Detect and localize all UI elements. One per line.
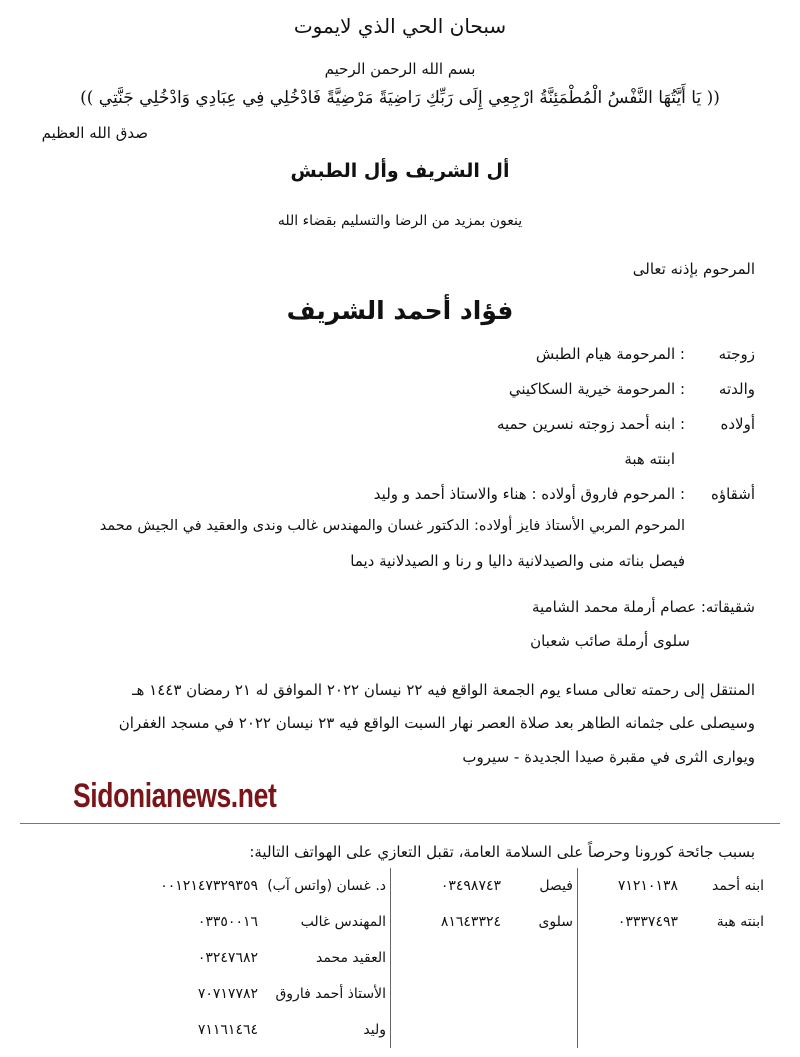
- mourn-text: ينعون بمزيد من الرضا والتسليم بقضاء الله: [277, 213, 523, 229]
- deceased-name: فؤاد أحمد الشريف: [286, 296, 514, 325]
- contact-phone: ٧١٢١٠١٣٨: [578, 868, 683, 904]
- table-row: [104, 1012, 768, 1048]
- verse-closing: صدق الله العظيم: [41, 124, 148, 142]
- brothers-line: : المرحوم فاروق أولاده : هناء والاستاذ أحمد و وليد: [373, 485, 685, 503]
- contact-name: [682, 976, 768, 1012]
- contact-name: المهندس غالب: [300, 914, 386, 930]
- contact-phone: ٠٣٣٥٠٠١٦: [197, 914, 258, 930]
- contact-name: وليد: [363, 1022, 386, 1038]
- contact-name: ابنته هبة: [716, 914, 764, 930]
- contact-name: [682, 1012, 768, 1048]
- contact-phone: [578, 940, 683, 976]
- children-label: أولاده: [720, 415, 755, 433]
- contact-phone: ٠٣٣٣٧٤٩٣: [578, 904, 683, 940]
- deceased-intro: المرحوم بإذنه تعالى: [632, 260, 755, 278]
- contact-phone: [578, 976, 683, 1012]
- contact-phone: ٧١١٦١٤٦٤: [197, 1022, 258, 1038]
- brothers-line: المرحوم المربي الأستاذ فايز أولاده: الدكتور غسان والمهندس غالب وندى والعقيد في الجيش محمد: [99, 518, 685, 534]
- sisters-line: سلوى أرملة صائب شعبان: [530, 632, 690, 650]
- contact-name: [505, 940, 578, 976]
- contact-name: [505, 976, 578, 1012]
- contact-name: فيصل: [539, 878, 573, 894]
- funeral-line: وسيصلى على جثمانه الطاهر بعد صلاة العصر نهار السبت الواقع فيه ٢٣ نيسان ٢٠٢٢ في مسجد الغفران: [118, 714, 755, 732]
- contact-name: الأستاذ أحمد فاروق: [275, 986, 386, 1002]
- site-watermark: Sidonianews.net: [73, 777, 277, 815]
- children-line: ابنته هبة: [624, 450, 675, 468]
- contact-phone: ٠٠١٢١٤٧٣٢٩٣٥٩: [160, 878, 258, 894]
- contact-phone: [391, 940, 506, 976]
- mother-value: : المرحومة خيرية السكاكيني: [508, 380, 685, 398]
- table-row: [104, 976, 768, 1012]
- contact-name: [505, 1012, 578, 1048]
- page-title: سبحان الحي الذي لايموت: [293, 14, 507, 38]
- contact-name: ابنه أحمد: [712, 878, 764, 894]
- brothers-label: أشقاؤه: [711, 485, 755, 503]
- basmala: بسم الله الرحمن الرحيم: [324, 60, 476, 78]
- table-row: [104, 940, 768, 976]
- children-line: : ابنه أحمد زوجته نسرين حميه: [496, 415, 685, 433]
- contact-phone: [391, 976, 506, 1012]
- contact-name: العقيد محمد: [316, 950, 386, 966]
- funeral-line: ويوارى الثرى في مقبرة صيدا الجديدة - سيروب: [462, 748, 755, 766]
- contact-phone: ٠٣٤٩٨٧٤٣: [391, 868, 506, 904]
- funeral-line: المنتقل إلى رحمته تعالى مساء يوم الجمعة الواقع فيه ٢٢ نيسان ٢٠٢٢ الموافق له ٢١ رمضان ١٤٤٣ هـ: [132, 681, 755, 699]
- wife-label: زوجته: [718, 345, 755, 363]
- sisters-line: شقيقاته: عصام أرملة محمد الشامية: [531, 598, 755, 616]
- divider: [20, 823, 780, 824]
- mother-label: والدته: [718, 380, 755, 398]
- contacts-table: [104, 868, 768, 1048]
- brothers-line: فيصل بناته منى والصيدلانية داليا و رنا و الصيدلانية ديما: [350, 552, 685, 570]
- contact-name: [682, 940, 768, 976]
- contact-phone: [391, 1012, 506, 1048]
- contact-phone: [578, 1012, 683, 1048]
- quran-verse: (( يَا أَيَّتُهَا النَّفْسُ الْمُطْمَئِنَّةُ ارْجِعِي إِلَى رَبِّكِ رَاضِيَةً مَرْضِيَّةً فَادْخُلِي فِي عِبَادِي وَادْخُلِي جَنَّتِي )): [80, 88, 720, 108]
- contact-phone: ٧٠٧١٧٧٨٢: [197, 986, 258, 1002]
- contact-name: د. غسان (واتس آب): [267, 878, 386, 894]
- contact-name: سلوى: [538, 914, 573, 930]
- contact-phone: ٨١٦٤٣٣٢٤: [391, 904, 506, 940]
- families-heading: أل الشريف وأل الطبش: [290, 160, 510, 182]
- condolence-notice: بسبب جائحة كورونا وحرصاً على السلامة العامة، تقبل التعازي على الهواتف التالية:: [249, 843, 755, 861]
- wife-value: : المرحومة هيام الطبش: [535, 345, 685, 363]
- table-row: [104, 868, 768, 904]
- contact-phone: ٠٣٢٤٧٦٨٢: [197, 950, 258, 966]
- table-row: [104, 904, 768, 940]
